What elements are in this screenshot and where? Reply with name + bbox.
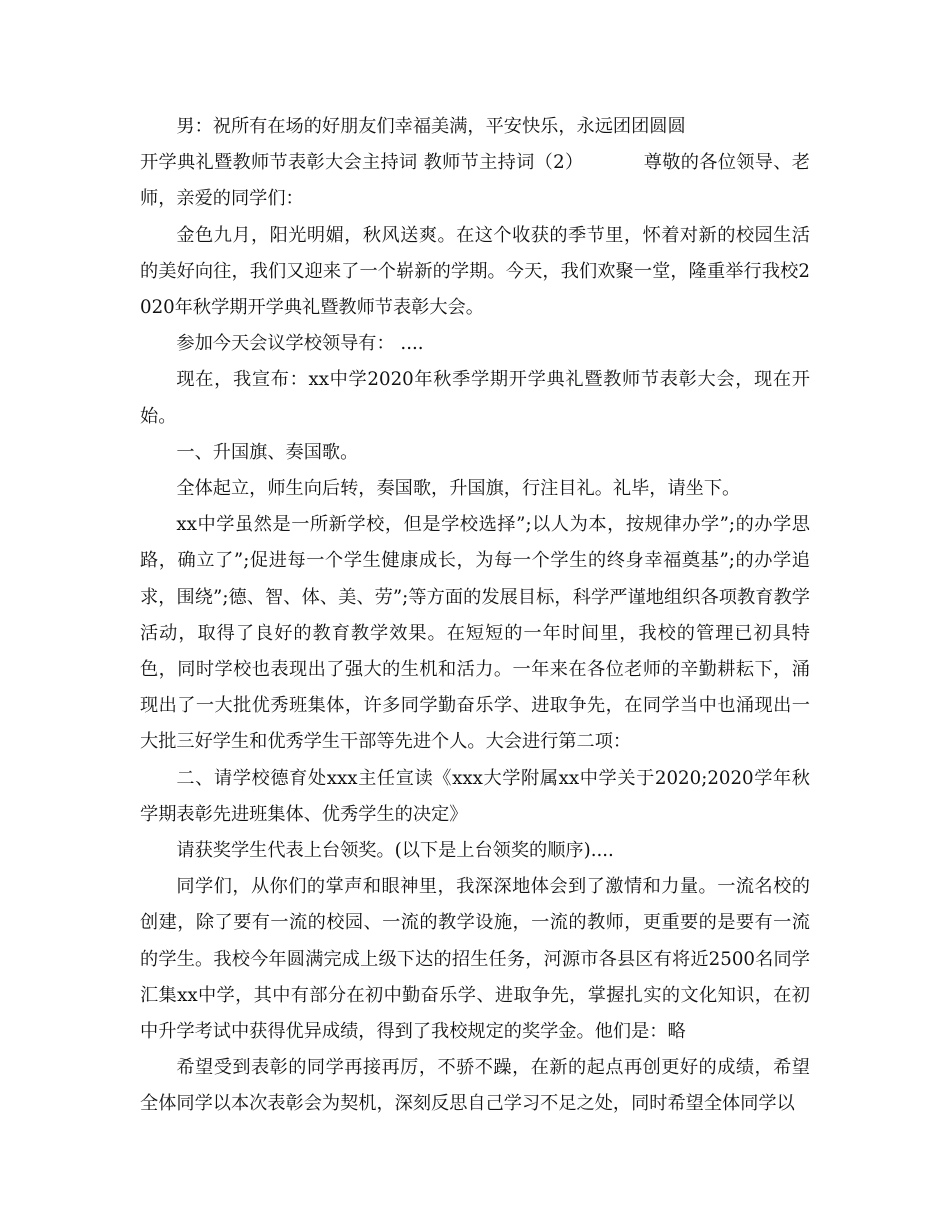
paragraph-announcement: 现在，我宣布：xx中学2020年秋季学期开学典礼暨教师节表彰大会，现在开始。 [140,369,810,427]
paragraph-section-title [140,145,810,217]
paragraph-opening: 金色九月，阳光明媚，秋风送爽。在这个收获的季节里，怀着对新的校园生活的美好向往，我们又迎来了一个崭新的学期。今天，我们欢聚一堂，隆重举行我校2020年秋学期开学典礼暨教师节表彰大会。 [140,224,810,319]
paragraph-closing-greeting: 男：祝所有在场的好朋友们幸福美满，平安快乐，永远团团圆圆 [176,116,686,137]
paragraph-item-one: 一、升国旗、奏国歌。 [176,441,359,463]
paragraph-item-two: 二、请学校德育处xxx主任宣读《xxx大学附属xx中学关于2020;2020学年秋学期表彰先进班集体、优秀学生的决定》 [140,767,810,825]
paragraph-flag-ceremony: 全体起立，师生向后转，奏国歌，升国旗，行注目礼。礼毕，请坐下。 [176,478,741,500]
paragraph-attending-leaders: 参加今天会议学校领导有： .... [176,333,424,355]
paragraph-school-intro: xx中学虽然是一所新学校，但是学校选择”;以人为本，按规律办学”;的办学思路，确立了”;促进每一个学生健康成长，为每一个学生的终身幸福奠基”;的办学追求，围绕”;德、智、体、美、劳”;等方面的发展目标，科学严谨地组织各项教育教学活动，取得了良好的教育教学效果。在短短的一年时间里，我校的管理已初具特色，同时学校也表现出了强大的生机和活力。一年来在各位老师的辛勤耕耘下，涌现出了一大批优秀班集体，许多同学勤奋乐学、进取争先，在同学当中也涌现出一大批三好学生和优秀学生干部等先进个人。大会进行第二项： [140,514,810,753]
document-body [140,109,810,1123]
paragraph-students: 同学们，从你们的掌声和眼神里，我深深地体会到了激情和力量。一流名校的创建，除了要有一流的校园、一流的教学设施，一流的教师，更重要的是要有一流的学生。我校今年圆满完成上级下达的招生任务，河源市各县区有将近2500名同学汇集xx中学，其中有部分在初中勤奋乐学、进取争先，掌握扎实的文化知识，在初中升学考试中获得优异成绩，得到了我校规定的奖学金。他们是：略 [140,876,810,1043]
paragraph-award-order: 请获奖学生代表上台领奖。(以下是上台领奖的顺序).... [176,840,614,862]
section-title: 开学典礼暨教师节表彰大会主持词 教师节主持词（2） [140,152,584,174]
paragraph-hope: 希望受到表彰的同学再接再厉，不骄不躁，在新的起点再创更好的成绩，希望全体同学以本次表彰会为契机，深刻反思自己学习不足之处，同时希望全体同学以 [140,1057,810,1115]
salutation: 尊敬的各位领导、老师，亲爱的同学们： [140,152,810,210]
